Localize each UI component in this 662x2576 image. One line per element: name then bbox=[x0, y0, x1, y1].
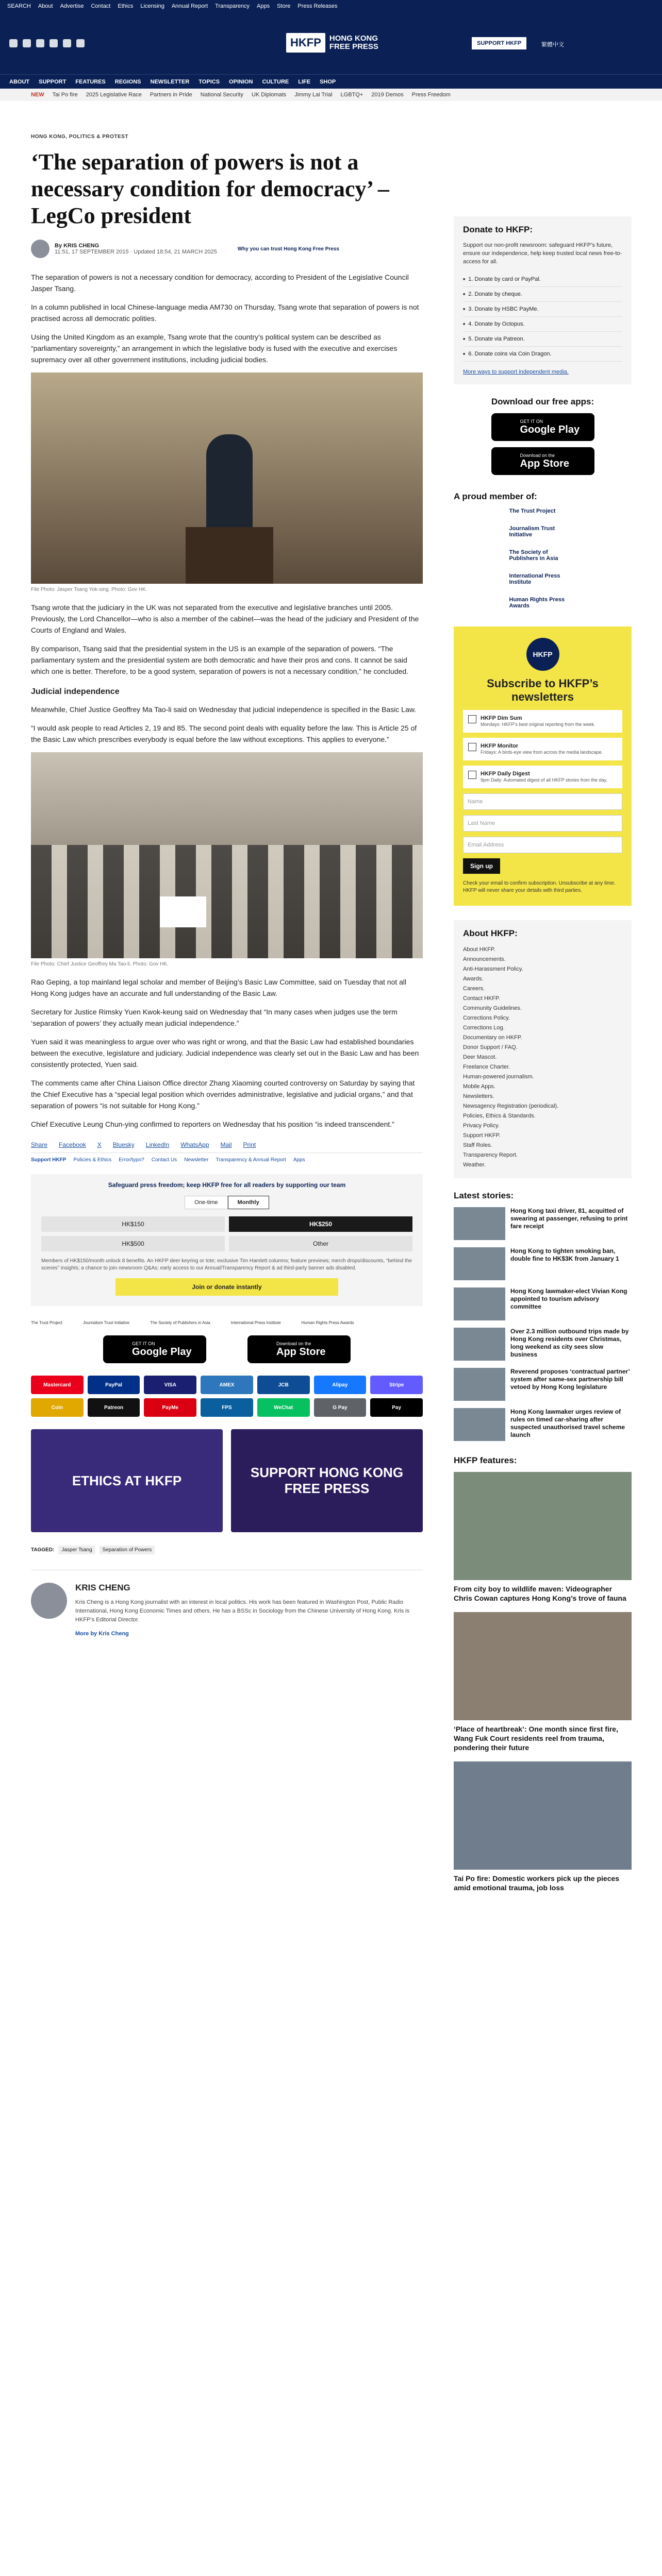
tag[interactable]: Jasper Tsang bbox=[58, 1546, 95, 1554]
story-title[interactable]: Over 2.3 million outbound trips made by Hong Kong residents over Christmas, long weekend as city sees slow business bbox=[510, 1328, 629, 1358]
main-nav bbox=[0, 74, 662, 89]
facebook-icon[interactable] bbox=[9, 39, 18, 47]
about-link[interactable]: Newsletters. bbox=[463, 1093, 494, 1099]
proud-title: A proud member of: bbox=[454, 492, 537, 501]
patreon-icon[interactable]: Patreon bbox=[88, 1398, 140, 1417]
trending-item[interactable]: Partners in Pride bbox=[150, 92, 192, 98]
photo-caption: File Photo: Jasper Tsang Yok-sing. Photo: Gov HK. bbox=[31, 587, 147, 592]
author-name[interactable]: KRIS CHENG bbox=[75, 1583, 130, 1592]
applepay-icon[interactable]: Pay bbox=[370, 1398, 423, 1417]
badge[interactable]: Journalism Trust Initiative bbox=[82, 1320, 130, 1325]
feature-item[interactable] bbox=[454, 1612, 632, 1752]
about-link[interactable]: Announcements. bbox=[463, 956, 506, 962]
option-name: HKFP Dim Sum bbox=[481, 715, 522, 721]
member-logo[interactable]: The Trust Project bbox=[509, 508, 556, 514]
policy-link[interactable]: Apps bbox=[293, 1157, 305, 1163]
nav-support[interactable]: SUPPORT bbox=[39, 79, 67, 85]
trending-bar bbox=[0, 89, 662, 101]
features-title: HKFP features: bbox=[454, 1455, 517, 1465]
app-badge-small: GET IT ON bbox=[132, 1341, 155, 1346]
app-badge-large: Google Play bbox=[520, 423, 580, 435]
donate-frequency bbox=[41, 1196, 412, 1209]
story-thumbnail[interactable] bbox=[454, 1247, 505, 1280]
share-bar bbox=[31, 1141, 423, 1148]
member-logo[interactable]: The Society of Publishers in Asia bbox=[509, 549, 558, 562]
story-thumbnail[interactable] bbox=[454, 1207, 505, 1240]
about-link[interactable]: Policies, Ethics & Standards. bbox=[463, 1113, 536, 1119]
about-link[interactable]: Corrections Log. bbox=[463, 1025, 505, 1031]
proud-members bbox=[454, 508, 632, 609]
app-store-button[interactable] bbox=[491, 447, 594, 475]
policy-link[interactable]: Transparency & Annual Report bbox=[216, 1157, 286, 1163]
topbar-apps[interactable]: Apps bbox=[257, 3, 270, 9]
article-title: ‘The separation of powers is not a necessary condition for democracy’ – LegCo president bbox=[31, 149, 389, 228]
donate-option[interactable]: ■ 2. Donate by cheque. bbox=[463, 287, 622, 302]
paragraph: The separation of powers is not a necessary condition for democracy, according to President of the Legislative Council Jasper Tsang. bbox=[31, 273, 409, 293]
article-category[interactable]: HONG KONG, POLITICS & PROTEST bbox=[31, 134, 128, 140]
donate-list bbox=[463, 272, 622, 362]
newsletter-title: Subscribe to HKFP’s newsletters bbox=[487, 677, 599, 703]
topbar-store[interactable]: Store bbox=[277, 3, 291, 9]
email-field[interactable]: Email Address bbox=[463, 837, 622, 853]
payme-icon[interactable]: PayMe bbox=[144, 1398, 196, 1417]
amex-icon[interactable]: AMEX bbox=[201, 1376, 253, 1394]
member-logo[interactable]: Human Rights Press Awards bbox=[509, 597, 565, 609]
masthead bbox=[0, 12, 662, 74]
frequency-monthly[interactable]: Monthly bbox=[228, 1196, 269, 1209]
topbar-licensing[interactable]: Licensing bbox=[140, 3, 164, 9]
checkbox[interactable] bbox=[468, 743, 476, 751]
feature-title[interactable]: ‘Place of heartbreak’: One month since first fire, Wang Fuk Court residents reel from trauma, pondering their future bbox=[454, 1725, 618, 1752]
story-title[interactable]: Hong Kong lawmaker-elect Vivian Kong appointed to tourism advisory committee bbox=[510, 1287, 627, 1310]
paragraph: In a column published in local Chinese-language media AM730 on Thursday, Tsang wrote that separation of powers is not practised across all democratic polities. bbox=[31, 303, 419, 323]
language-switch[interactable]: 繁體中文 bbox=[541, 42, 564, 48]
paypal-icon[interactable]: PayPal bbox=[88, 1376, 140, 1394]
nav-opinion[interactable]: OPINION bbox=[229, 79, 253, 85]
photo-caption: File Photo: Chief Justice Geoffrey Ma Tao-li. Photo: Gov HK. bbox=[31, 961, 169, 967]
trending-item[interactable]: 2019 Demos bbox=[371, 92, 404, 98]
checkbox[interactable] bbox=[468, 771, 476, 779]
visa-icon[interactable]: VISA bbox=[144, 1376, 196, 1394]
amount-option[interactable]: HK$150 bbox=[41, 1216, 225, 1232]
newsletter-logo: HKFP bbox=[526, 638, 559, 671]
trending-item[interactable]: Jimmy Lai Trial bbox=[294, 92, 333, 98]
tag[interactable]: Separation of Powers bbox=[100, 1546, 155, 1554]
name-field[interactable]: Name bbox=[463, 793, 622, 810]
logo-box: HKFP bbox=[286, 33, 325, 53]
telegram-icon[interactable] bbox=[63, 39, 71, 47]
about-title: About HKFP: bbox=[463, 928, 518, 938]
article-column bbox=[31, 134, 423, 1637]
byline bbox=[31, 240, 423, 258]
paragraph: The comments came after China Liaison Office director Zhang Xiaoming courted controversy on Saturday by saying that the Chief Executive has a “special legal position which overrides administrative, legislative and judicial organs,” and that separation of powers “is not suitable for Hong Kong.” bbox=[31, 1079, 415, 1110]
last-name-field[interactable]: Last Name bbox=[463, 815, 622, 832]
logo-text: HONG KONG FREE PRESS bbox=[329, 34, 378, 51]
donate-sidebar bbox=[454, 216, 632, 384]
option-desc: 9pm Daily: Automated digest of all HKFP stories from the day. bbox=[481, 777, 607, 783]
photo-crowd bbox=[31, 845, 423, 958]
podium bbox=[186, 527, 273, 584]
amount-option[interactable]: Other bbox=[229, 1236, 412, 1251]
paragraph: Secretary for Justice Rimsky Yuen Kwok-keung said on Wednesday that “In many cases when judges use the term ‘separation of powers’ they actually mean judicial independence.” bbox=[31, 1008, 398, 1027]
policy-links bbox=[31, 1153, 423, 1163]
donate-widget bbox=[31, 1174, 423, 1306]
policy-link[interactable]: Support HKFP bbox=[31, 1157, 67, 1163]
author-bio: Kris Cheng is a Hong Kong journalist with an interest in local politics. His work has been featured in Washington Post, Public Radio International, Hong Kong Economic Times and others. He has a BSSc in Sociology from the Chinese University of Hong Kong. Kris is HKFP’s Editorial Director. bbox=[75, 1599, 410, 1623]
article-body bbox=[31, 272, 423, 1130]
paragraph: Meanwhile, Chief Justice Geoffrey Ma Tao-li said on Wednesday that judicial independence is specified in the Basic Law. bbox=[31, 705, 417, 714]
social-icons bbox=[9, 39, 85, 47]
donate-option[interactable]: ■ 3. Donate by HSBC PayMe. bbox=[463, 302, 622, 317]
sidebar bbox=[454, 216, 632, 1902]
about-link[interactable]: Community Guidelines. bbox=[463, 1005, 522, 1011]
topbar-transparency[interactable]: Transparency bbox=[215, 3, 250, 9]
about-link[interactable]: Deer Mascot. bbox=[463, 1054, 497, 1060]
share-bluesky[interactable]: Bluesky bbox=[112, 1141, 135, 1148]
option-desc: Fridays: A birds-eye view from across the media landscape. bbox=[481, 750, 603, 755]
donate-amounts bbox=[41, 1216, 412, 1251]
fps-icon[interactable]: FPS bbox=[201, 1398, 253, 1417]
trending-item[interactable]: Press Freedom bbox=[411, 92, 451, 98]
story-item[interactable] bbox=[454, 1408, 632, 1441]
story-item[interactable] bbox=[454, 1368, 632, 1401]
topbar-search[interactable]: SEARCH bbox=[7, 3, 31, 9]
newsletter-signup bbox=[454, 626, 632, 906]
top-utility-bar bbox=[0, 0, 662, 12]
nav-culture[interactable]: CULTURE bbox=[262, 79, 289, 85]
trending-new-label: NEW bbox=[31, 92, 44, 98]
about-link[interactable]: Mobile Apps. bbox=[463, 1083, 495, 1090]
tagged-label: TAGGED: bbox=[31, 1547, 55, 1553]
topbar-advertise[interactable]: Advertise bbox=[60, 3, 84, 9]
option-desc: Mondays: HKFP’s best original reporting from the week. bbox=[481, 722, 595, 727]
author-box bbox=[31, 1570, 423, 1637]
story-thumbnail[interactable] bbox=[454, 1368, 505, 1401]
share-facebook[interactable]: Facebook bbox=[59, 1141, 86, 1148]
nav-features[interactable]: FEATURES bbox=[75, 79, 106, 85]
donate-text[interactable]: Support our non-profit newsroom: safeguard HKFP’s future, ensure our independence, help keep trusted local news free-to-access for all. bbox=[463, 242, 622, 265]
feature-item[interactable] bbox=[454, 1472, 632, 1603]
story-thumbnail[interactable] bbox=[454, 1328, 505, 1361]
topbar-contact[interactable]: Contact bbox=[91, 3, 111, 9]
author-photo[interactable] bbox=[31, 1583, 67, 1619]
topbar-ethics[interactable]: Ethics bbox=[118, 3, 134, 9]
about-link[interactable]: Donor Support / FAQ. bbox=[463, 1044, 518, 1050]
x-icon[interactable] bbox=[23, 39, 31, 47]
donate-note: Members of HK$150/month unlock 8 benefits. An HKFP deer keyring or tote; exclusive Tim Hamlett columns; feature previews; merch drops/discounts, “behind the scenes” insights; a chance to join newsroom Q&As; early access to our Annual/Transparency Report & ad third-party banner ads disabled. bbox=[41, 1258, 412, 1271]
donate-option[interactable]: ■ 4. Donate by Octopus. bbox=[463, 317, 622, 332]
option-name: HKFP Monitor bbox=[481, 743, 519, 749]
donate-headline: Safeguard press freedom; keep HKFP free for all readers by supporting our team bbox=[108, 1181, 346, 1189]
share-x[interactable]: X bbox=[97, 1141, 102, 1148]
topbar-press-releases[interactable]: Press Releases bbox=[297, 3, 338, 9]
about-link[interactable]: Anti-Harassment Policy. bbox=[463, 966, 523, 972]
sidebar-app-buttons bbox=[454, 413, 632, 475]
paragraph: “I would ask people to read Articles 2, 19 and 85. The second point deals with equality before the law. This is Article 25 of the Basic Law which prescribes everybody is equal before the law without exceptions. This applies to everyone.” bbox=[31, 724, 417, 743]
nav-about[interactable]: ABOUT bbox=[9, 79, 30, 85]
instagram-icon[interactable] bbox=[36, 39, 44, 47]
google-play-button[interactable] bbox=[491, 413, 594, 441]
publish-date: 11:51, 17 SEPTEMBER 2015 · Updated 18:54, 21 MARCH 2025 bbox=[55, 249, 217, 255]
app-store-buttons bbox=[31, 1335, 423, 1363]
member-logo[interactable]: International Press Institute bbox=[509, 573, 560, 585]
story-title[interactable]: Reverend proposes ‘contractual partner’ system after same-sex partnership bill vetoed by Hong Kong legislature bbox=[510, 1368, 630, 1391]
payment-methods bbox=[31, 1376, 423, 1417]
trending-item[interactable]: National Security bbox=[200, 92, 243, 98]
feature-title[interactable]: From city boy to wildlife maven: Videographer Chris Cowan captures Hong Kong’s trove of fauna bbox=[454, 1585, 626, 1602]
donate-option[interactable]: ■ 1. Donate by card or PayPal. bbox=[463, 272, 622, 287]
wechat-icon[interactable]: WeChat bbox=[257, 1398, 310, 1417]
app-badge-small: Download on the bbox=[276, 1341, 311, 1346]
story-item[interactable] bbox=[454, 1328, 632, 1361]
trust-link[interactable]: Why you can trust Hong Kong Free Press bbox=[237, 246, 339, 252]
about-link[interactable]: Privacy Policy. bbox=[463, 1123, 500, 1129]
nav-regions[interactable]: REGIONS bbox=[114, 79, 141, 85]
nav-topics[interactable]: TOPICS bbox=[198, 79, 220, 85]
story-item[interactable] bbox=[454, 1247, 632, 1280]
checkbox[interactable] bbox=[468, 715, 476, 723]
story-thumbnail[interactable] bbox=[454, 1408, 505, 1441]
badge[interactable]: Human Rights Press Awards bbox=[301, 1320, 354, 1325]
stripe-icon[interactable]: Stripe bbox=[370, 1376, 423, 1394]
paragraph: Yuen said it was meaningless to argue over who was right or wrong, and that the Basic Law had established boundaries between the executive, legislature and judiciary. Judicial independence was clearly set out in the Basic Law and has been consistently protected, Yuen said. bbox=[31, 1038, 419, 1069]
photo-sign bbox=[160, 896, 206, 927]
share-whatsapp[interactable]: WhatsApp bbox=[180, 1141, 209, 1148]
amount-option[interactable]: HK$500 bbox=[41, 1236, 225, 1251]
newsletter-option[interactable] bbox=[463, 738, 622, 760]
app-badge-large: Google Play bbox=[132, 1346, 192, 1358]
about-list bbox=[463, 945, 622, 1170]
newsletter-option[interactable] bbox=[463, 710, 622, 733]
about-link[interactable]: Staff Roles. bbox=[463, 1142, 492, 1148]
feature-image[interactable] bbox=[454, 1612, 632, 1720]
frequency-one-time[interactable]: One-time bbox=[185, 1196, 227, 1209]
share-label: Share bbox=[31, 1141, 48, 1148]
app-badge-large: App Store bbox=[276, 1346, 326, 1358]
about-link[interactable]: About HKFP. bbox=[463, 946, 495, 953]
trending-item[interactable]: Tai Po fire bbox=[52, 92, 78, 98]
about-link[interactable]: Corrections Policy. bbox=[463, 1015, 510, 1021]
story-item[interactable] bbox=[454, 1207, 632, 1240]
paragraph: Rao Geping, a top mainland legal scholar and member of Beijing’s Basic Law Committee, said on Tuesday that not all Hong Kong judges have an accurate and full understanding of the Basic Law. bbox=[31, 978, 407, 997]
share-mail[interactable]: Mail bbox=[220, 1141, 232, 1148]
author-byline[interactable]: By KRIS CHENG bbox=[55, 243, 100, 249]
paragraph: Chief Executive Leung Chun-ying confirmed to reporters on Wednesday that his position “is indeed transcendent.” bbox=[31, 1120, 394, 1128]
donate-more-link[interactable]: More ways to support independent media. bbox=[463, 369, 569, 375]
share-linkedin[interactable]: LinkedIn bbox=[145, 1141, 170, 1148]
feature-item[interactable] bbox=[454, 1761, 632, 1892]
ethics-promo[interactable]: ETHICS AT HKFP bbox=[31, 1429, 223, 1532]
policy-link[interactable]: Contact Us bbox=[151, 1157, 177, 1163]
story-item[interactable] bbox=[454, 1287, 632, 1320]
about-link[interactable]: Transparency Report. bbox=[463, 1152, 518, 1158]
article-photo-geoffrey-ma bbox=[31, 752, 423, 958]
feature-image[interactable] bbox=[454, 1472, 632, 1580]
paragraph: By comparison, Tsang said that the presidential system in the US is an example of the separation of powers. “The parliamentary system and the presidential system are both democratic and have their pros and cons. It cannot be said which one is better. Therefore, to be a good system, separation of powers is not a necessary condition,” he concluded. bbox=[31, 645, 409, 675]
newsletter-fine-print: Check your email to confirm subscription. Unsubscribe at any time. HKFP will never share your details with third parties. bbox=[463, 880, 616, 893]
join-donate-button[interactable]: Join or donate instantly bbox=[115, 1278, 338, 1296]
story-title[interactable]: Hong Kong to tighten smoking ban, double fine to HK$3K from January 1 bbox=[510, 1247, 619, 1262]
about-link[interactable]: Support HKFP. bbox=[463, 1132, 501, 1139]
gpay-icon[interactable]: G Pay bbox=[314, 1398, 367, 1417]
about-link[interactable]: Awards. bbox=[463, 976, 484, 982]
story-thumbnail[interactable] bbox=[454, 1287, 505, 1320]
newsletter-option[interactable] bbox=[463, 766, 622, 788]
paragraph: Using the United Kingdom as an example, Tsang wrote that the country’s political system can be described as “parliamentary sovereignty,” an arrangement in which the legislative body is fused with the executive and exercises supremacy over all other government institutions, including judicial bodies. bbox=[31, 333, 398, 364]
jcb-icon[interactable]: JCB bbox=[257, 1376, 310, 1394]
mastercard-icon[interactable]: Mastercard bbox=[31, 1376, 84, 1394]
topbar-annual-report[interactable]: Annual Report bbox=[171, 3, 208, 9]
story-title[interactable]: Hong Kong lawmaker urges review of rules on timed car-sharing after suspected unauthorised travel scheme launch bbox=[510, 1408, 625, 1438]
amount-option-selected[interactable]: HK$250 bbox=[229, 1216, 412, 1232]
donate-option[interactable]: ■ 5. Donate via Patreon. bbox=[463, 332, 622, 347]
trending-item[interactable]: UK Diplomats bbox=[251, 92, 287, 98]
badge[interactable]: The Society of Publishers in Asia bbox=[150, 1320, 210, 1325]
badge[interactable]: The Trust Project bbox=[31, 1320, 62, 1325]
latest-stories bbox=[454, 1207, 632, 1441]
policy-link[interactable]: Newsletter bbox=[184, 1157, 209, 1163]
about-box bbox=[454, 920, 632, 1178]
paragraph: Tsang wrote that the judiciary in the UK was not separated from the executive and legislative branches until 2005. Previously, the Lord Chancellor—who is also a member of the cabinet—was the head of the judiciary and President of the Courts of England and Wales. bbox=[31, 603, 419, 634]
about-link[interactable]: Careers. bbox=[463, 986, 485, 992]
topbar-about[interactable]: About bbox=[38, 3, 53, 9]
share-print[interactable]: Print bbox=[243, 1141, 256, 1148]
nav-newsletter[interactable]: NEWSLETTER bbox=[150, 79, 190, 85]
donate-option[interactable]: ■ 6. Donate coins via Coin Dragon. bbox=[463, 347, 622, 362]
about-link[interactable]: Newsagency Registration (periodical). bbox=[463, 1103, 559, 1109]
about-link[interactable]: Documentary on HKFP. bbox=[463, 1035, 522, 1041]
author-avatar[interactable] bbox=[31, 240, 49, 258]
about-link[interactable]: Freelance Charter. bbox=[463, 1064, 510, 1070]
feature-image[interactable] bbox=[454, 1761, 632, 1870]
article-photo-jasper-tsang bbox=[31, 372, 423, 584]
nav-shop[interactable]: SHOP bbox=[320, 79, 336, 85]
more-by-author-link[interactable]: More by Kris Cheng bbox=[75, 1631, 129, 1637]
trending-item[interactable]: 2025 Legislative Race bbox=[86, 92, 142, 98]
latest-title: Latest stories: bbox=[454, 1191, 514, 1200]
badge[interactable]: International Press Institute bbox=[230, 1320, 281, 1325]
about-link[interactable]: Human-powered journalism. bbox=[463, 1074, 534, 1080]
youtube-icon[interactable] bbox=[49, 39, 58, 47]
option-name: HKFP Daily Digest bbox=[481, 771, 530, 777]
app-store-button[interactable] bbox=[247, 1335, 351, 1363]
support-hkfp-button[interactable]: SUPPORT HKFP bbox=[472, 37, 526, 49]
mail-icon[interactable] bbox=[76, 39, 85, 47]
apps-title: Download our free apps: bbox=[491, 397, 594, 406]
support-promo[interactable]: SUPPORT HONG KONG FREE PRESS bbox=[231, 1429, 423, 1532]
policy-link[interactable]: Error/typo? bbox=[119, 1157, 144, 1163]
section-heading: Judicial independence bbox=[31, 687, 120, 696]
site-logo[interactable] bbox=[286, 33, 386, 53]
google-play-button[interactable] bbox=[103, 1335, 206, 1363]
coin-icon[interactable]: Coin bbox=[31, 1398, 84, 1417]
signup-button[interactable]: Sign up bbox=[463, 858, 500, 874]
donate-title: Donate to HKFP: bbox=[463, 225, 533, 234]
member-logo[interactable]: Journalism Trust Initiative bbox=[509, 526, 555, 538]
trending-item[interactable]: LGBTQ+ bbox=[340, 92, 363, 98]
alipay-icon[interactable]: Alipay bbox=[314, 1376, 367, 1394]
feature-title[interactable]: Tai Po fire: Domestic workers pick up the pieces amid emotional trauma, job loss bbox=[454, 1874, 620, 1892]
story-title[interactable]: Hong Kong taxi driver, 81, acquitted of swearing at passenger, refusing to print fare receipt bbox=[510, 1207, 628, 1230]
policy-link[interactable]: Policies & Ethics bbox=[73, 1157, 112, 1163]
app-badge-small: Download on the bbox=[520, 452, 555, 458]
promo-banners bbox=[31, 1429, 423, 1532]
about-link[interactable]: Weather. bbox=[463, 1162, 486, 1168]
nav-life[interactable]: LIFE bbox=[298, 79, 311, 85]
about-link[interactable]: Contact HKFP. bbox=[463, 995, 500, 1002]
member-badges bbox=[31, 1320, 423, 1325]
app-badge-small: GET IT ON bbox=[520, 418, 543, 424]
tag-list bbox=[31, 1546, 423, 1554]
app-badge-large: App Store bbox=[520, 457, 570, 469]
